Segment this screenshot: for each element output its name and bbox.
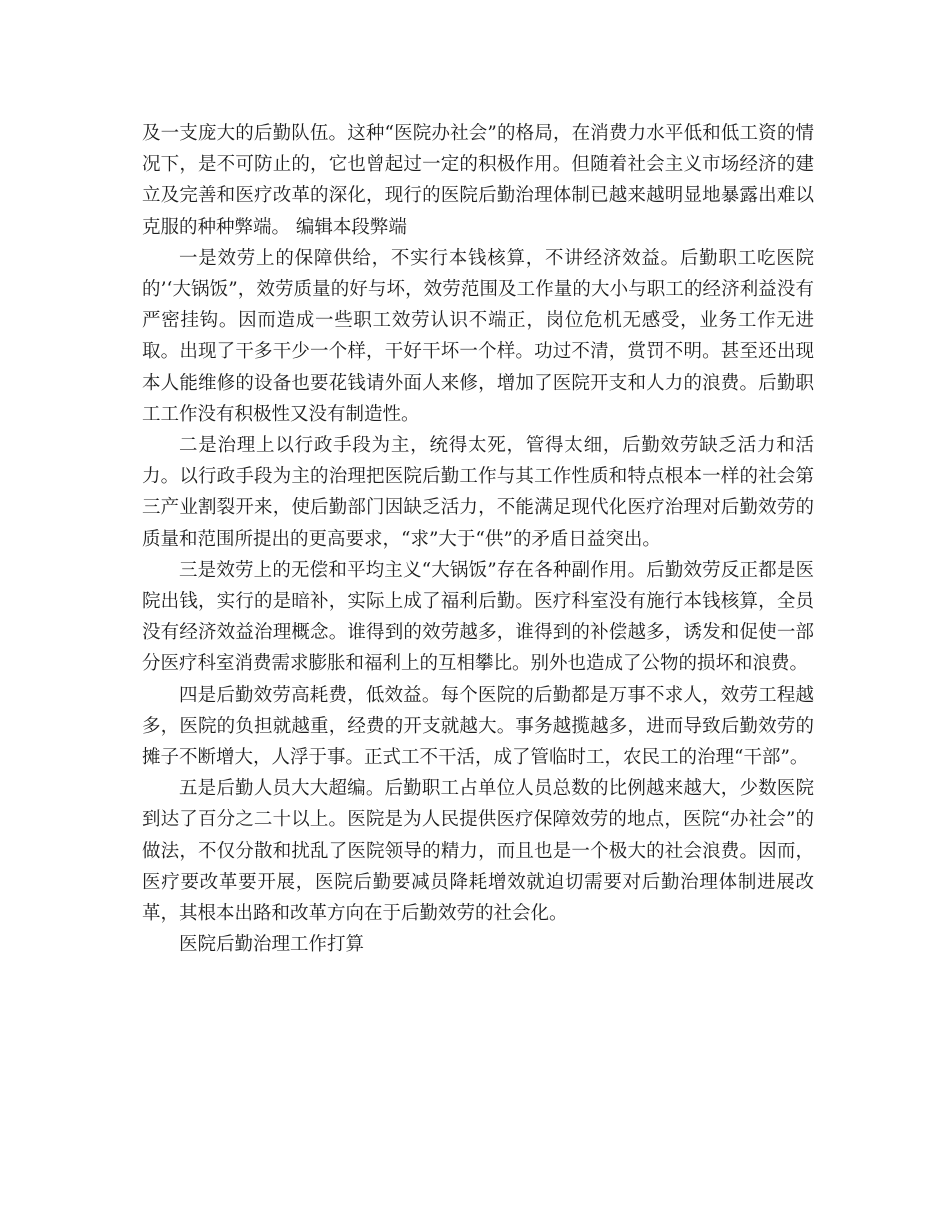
paragraph-drawback-1: 一是效劳上的保障供给，不实行本钱核算，不讲经济效益。后勤职工吃医院的’‘大锅饭”，效劳质量的好与坏，效劳范围及工作量的大小与职工的经济利益没有严密挂钩。因而造成一些职工效劳认识不端正，岗位危机无感受，业务工作无进取。出现了干多干少一个样，干好干坏一个样。功过不清，赏罚不明。甚至还出现本人能维修的设备也要花钱请外面人来修，增加了医院开支和人力的浪费。后勤职工工作没有积极性又没有制造性。 bbox=[142, 247, 814, 425]
section-heading: 医院后勤治理工作打算 bbox=[179, 934, 365, 956]
document-page bbox=[142, 118, 814, 960]
paragraph-continuation: 及一支庞大的后勤队伍。这种“医院办社会”的格局，在消费力水平低和低工资的情况下，是不可防止的，它也曾起过一定的积极作用。但随着社会主义市场经济的建立及完善和医疗改革的深化，现行的医院后勤治理体制已越来越明显地暴露出难以克服的种种弊端。 编辑本段弊端 bbox=[142, 123, 814, 238]
paragraph-drawback-3: 三是效劳上的无偿和平均主义“大锅饭”存在各种副作用。后勤效劳反正都是医院出钱，实行的是暗补，实际上成了福利后勤。医疗科室没有施行本钱核算，全员没有经济效益治理概念。谁得到的效劳越多，谁得到的补偿越多，诱发和促使一部分医疗科室消费需求膨胀和福利上的互相攀比。别外也造成了公物的损坏和浪费。 bbox=[142, 559, 814, 675]
paragraph-drawback-2: 二是治理上以行政手段为主，统得太死，管得太细，后勤效劳缺乏活力和活力。以行政手段为主的治理把医院后勤工作与其工作性质和特点根本一样的社会第三产业割裂开来，使后勤部门因缺乏活力，不能满足现代化医疗治理对后勤效劳的质量和范围所提出的更高要求，“求”大于“供”的矛盾日益突出。 bbox=[142, 435, 814, 550]
paragraph-drawback-4: 四是后勤效劳高耗费，低效益。每个医院的后勤都是万事不求人，效劳工程越多，医院的负担就越重，经费的开支就越大。事务越揽越多，进而导致后勤效劳的摊子不断增大，人浮于事。正式工不干活，成了管临时工，农民工的治理“干部”。 bbox=[142, 684, 814, 769]
paragraph-drawback-5: 五是后勤人员大大超编。后勤职工占单位人员总数的比例越来越大，少数医院到达了百分之二十以上。医院是为人民提供医疗保障效劳的地点，医院“办社会”的做法，不仅分散和扰乱了医院领导的精力，而且也是一个极大的社会浪费。因而，医疗要改革要开展，医院后勤要减员降耗增效就迫切需要对后勤治理体制进展改革，其根本出路和改革方向在于后勤效劳的社会化。 bbox=[142, 778, 814, 925]
